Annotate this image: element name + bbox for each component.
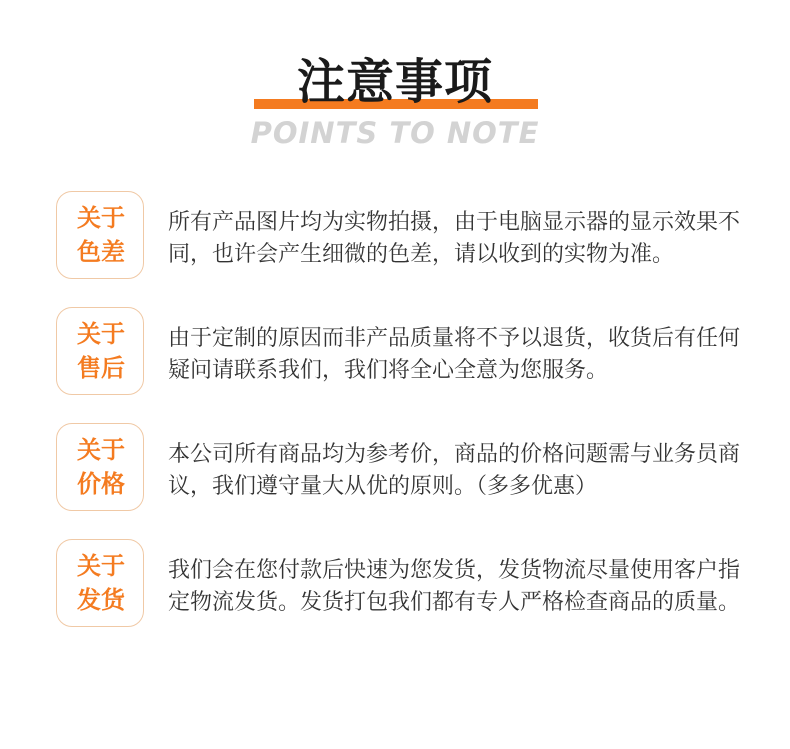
notice-badge [56,191,144,279]
notice-badge-line2: 色差 [77,238,125,266]
notice-badge-line2: 价格 [77,470,125,498]
notice-text: 我们会在您付款后快速为您发货，发货物流尽量使用客户指定物流发货。发货打包我们都有专人严格检查商品的质量。 [168,558,741,615]
notice-badge [56,423,144,511]
notice-badge-line2: 售后 [77,354,125,382]
notice-text: 本公司所有商品均为参考价，商品的价格问题需与业务员商议，我们遵守量大从优的原则。（多多优惠） [168,442,741,499]
notice-text: 由于定制的原因而非产品质量将不予以退货，收货后有任何疑问请联系我们，我们将全心全意为您服务。 [168,326,741,383]
notice-badge-line1: 关于 [77,552,125,580]
notice-badge-line1: 关于 [77,204,125,232]
notice-badge [56,539,144,627]
notice-badge-line2: 发货 [77,586,125,614]
notice-text: 所有产品图片均为实物拍摄，由于电脑显示器的显示效果不同，也许会产生细微的色差，请以收到的实物为准。 [168,210,741,267]
header [0,0,790,160]
page-title: 注意事项 [296,54,493,110]
notice-badge [56,307,144,395]
page-subtitle: POINTS TO NOTE [250,116,540,150]
notice-badge-line1: 关于 [77,436,125,464]
notice-badge-line1: 关于 [77,320,125,348]
